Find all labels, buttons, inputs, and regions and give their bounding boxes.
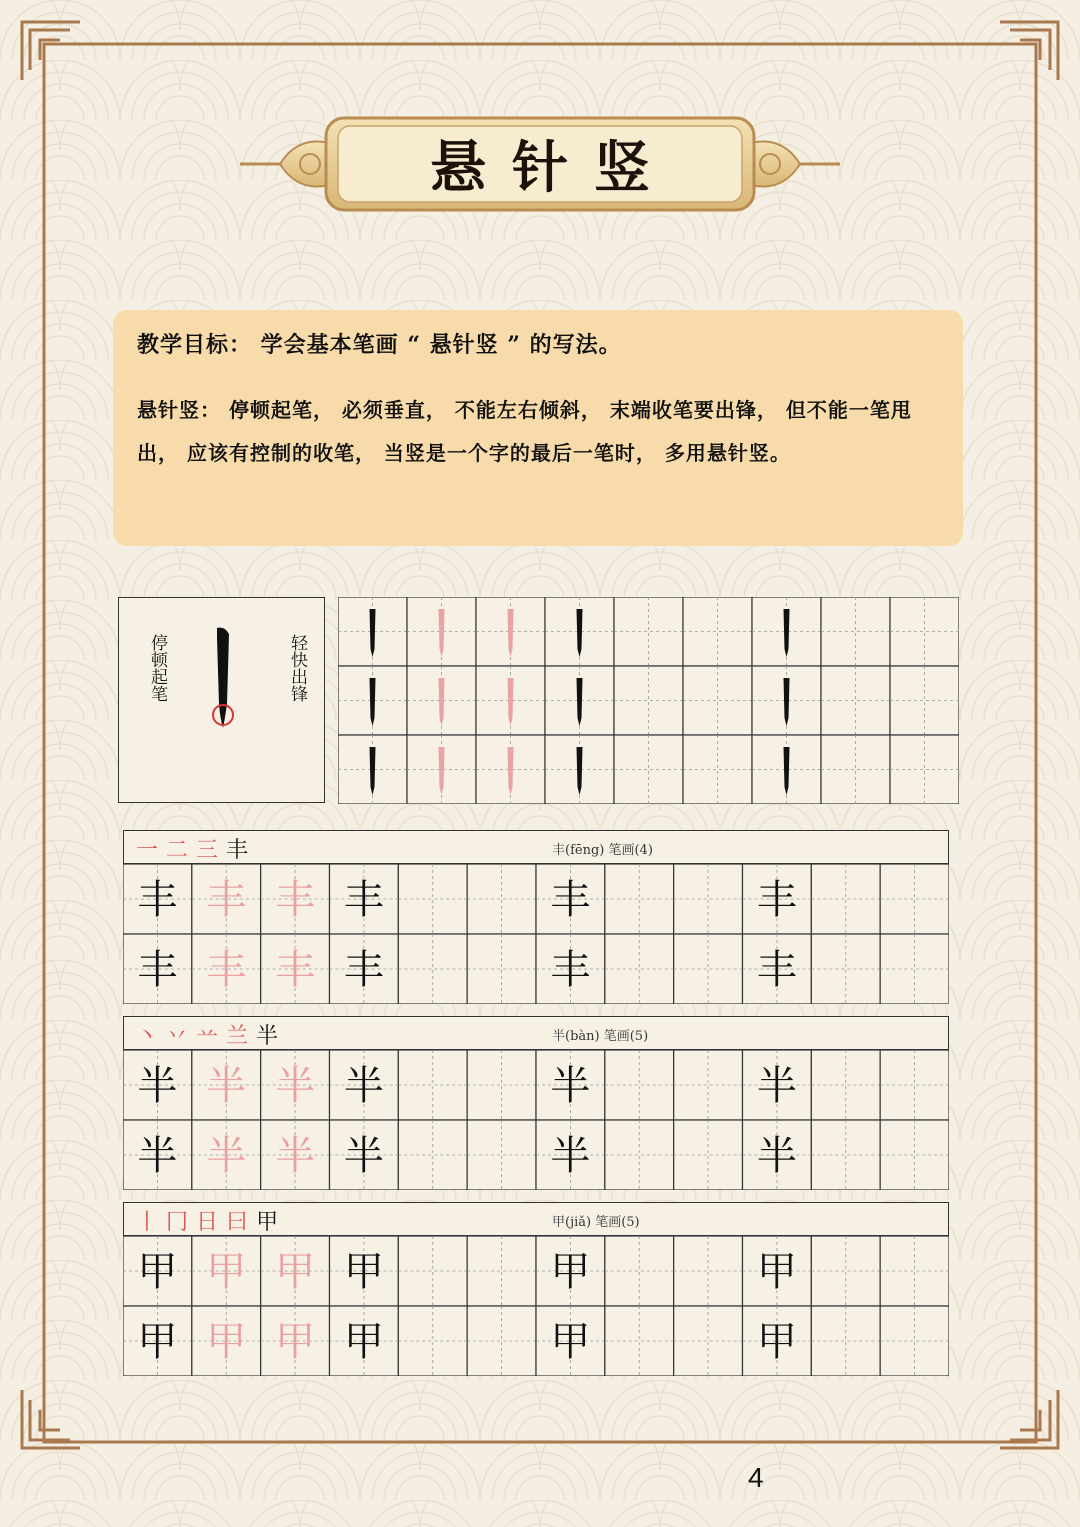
model-character: 甲 xyxy=(137,1319,178,1365)
char-info: 半(bàn) 笔画(5) xyxy=(552,1028,649,1044)
stroke-step: 日 xyxy=(196,1209,219,1235)
model-character: 甲 xyxy=(550,1249,591,1295)
stroke-practice-grid xyxy=(338,597,959,804)
model-character: 半 xyxy=(550,1063,591,1109)
char-block-ban xyxy=(123,1016,949,1190)
char-practice-grid xyxy=(123,864,949,1004)
model-character: 甲 xyxy=(343,1249,384,1295)
grid-cell xyxy=(467,1236,536,1306)
grid-cell xyxy=(811,1236,880,1306)
trace-character: 半 xyxy=(275,1133,316,1179)
model-character: 半 xyxy=(343,1063,384,1109)
objective-box xyxy=(113,310,963,546)
char-header xyxy=(123,1016,949,1050)
stroke-step: 甲 xyxy=(256,1209,279,1235)
model-character: 半 xyxy=(756,1133,797,1179)
trace-character: 丰 xyxy=(275,877,316,923)
grid-cell xyxy=(398,1306,467,1376)
grid-cell xyxy=(614,597,683,666)
char-practice-grid xyxy=(123,1050,949,1190)
trace-character: 半 xyxy=(206,1133,247,1179)
char-header xyxy=(123,830,949,864)
stroke-step: 冂 xyxy=(166,1209,189,1235)
char-info: 丰(fēng) 笔画(4) xyxy=(552,842,653,858)
stroke-description: 悬针竖： 停顿起笔， 必须垂直， 不能左右倾斜， 末端收笔要出锋， 但不能一笔甩出， 应该有控制的收笔， 当竖是一个字的最后一笔时， 多用悬针竖。 xyxy=(137,398,912,465)
grid-cell xyxy=(398,864,467,934)
model-character: 甲 xyxy=(550,1319,591,1365)
model-character: 丰 xyxy=(550,947,591,993)
model-character: 半 xyxy=(550,1133,591,1179)
grid-cell xyxy=(890,735,959,804)
grid-cell xyxy=(467,934,536,1004)
model-character: 半 xyxy=(756,1063,797,1109)
grid-cell xyxy=(890,666,959,735)
grid-cell xyxy=(811,1050,880,1120)
model-character: 丰 xyxy=(137,947,178,993)
trace-character: 甲 xyxy=(206,1319,247,1365)
grid-cell xyxy=(880,864,949,934)
grid-cell xyxy=(674,1236,743,1306)
trace-character: 半 xyxy=(275,1063,316,1109)
grid-cell xyxy=(880,1120,949,1190)
grid-cell xyxy=(398,1120,467,1190)
grid-cell xyxy=(605,1236,674,1306)
model-character: 半 xyxy=(137,1133,178,1179)
grid-cell xyxy=(605,864,674,934)
grid-cell xyxy=(467,1050,536,1120)
trace-character: 甲 xyxy=(275,1249,316,1295)
grid-cell xyxy=(821,735,890,804)
teaching-goal: 教学目标： 学会基本笔画 “ 悬针竖 ” 的写法。 xyxy=(137,332,622,358)
model-character: 丰 xyxy=(343,877,384,923)
grid-cell xyxy=(614,666,683,735)
stroke-step: 半 xyxy=(256,1023,279,1049)
page-title: 悬针竖 xyxy=(430,135,676,201)
model-character: 甲 xyxy=(756,1319,797,1365)
stroke-step: 曰 xyxy=(226,1209,249,1235)
grid-cell xyxy=(811,864,880,934)
trace-character: 丰 xyxy=(206,947,247,993)
grid-cell xyxy=(880,1306,949,1376)
grid-cell xyxy=(674,1050,743,1120)
stroke-sequence xyxy=(136,1203,278,1237)
grid-cell xyxy=(398,1050,467,1120)
grid-cell xyxy=(811,1306,880,1376)
model-character: 丰 xyxy=(137,877,178,923)
char-block-jia xyxy=(123,1202,949,1376)
grid-cell xyxy=(614,735,683,804)
model-character: 半 xyxy=(137,1063,178,1109)
grid-cell xyxy=(683,666,752,735)
grid-cell xyxy=(605,934,674,1004)
model-character: 丰 xyxy=(756,877,797,923)
stroke-step: 丷 xyxy=(166,1023,189,1049)
stroke-step: 兰 xyxy=(226,1023,249,1049)
model-character: 丰 xyxy=(343,947,384,993)
stroke-step: 丰 xyxy=(226,837,249,863)
grid-cell xyxy=(890,597,959,666)
grid-cell xyxy=(821,597,890,666)
demo-right-label: 轻快出锋 xyxy=(287,634,307,702)
model-character: 丰 xyxy=(756,947,797,993)
grid-cell xyxy=(467,1120,536,1190)
grid-cell xyxy=(674,1306,743,1376)
model-character: 半 xyxy=(343,1133,384,1179)
grid-cell xyxy=(674,1120,743,1190)
model-character: 甲 xyxy=(756,1249,797,1295)
grid-cell xyxy=(880,934,949,1004)
stroke-demo-box xyxy=(118,597,325,803)
grid-cell xyxy=(674,934,743,1004)
page-number: 4 xyxy=(748,1462,764,1493)
grid-cell xyxy=(467,1306,536,1376)
trace-character: 半 xyxy=(206,1063,247,1109)
grid-cell xyxy=(605,1306,674,1376)
trace-character: 丰 xyxy=(206,877,247,923)
stroke-step: 丶 xyxy=(136,1023,159,1049)
grid-cell xyxy=(683,597,752,666)
grid-cell xyxy=(605,1120,674,1190)
trace-character: 甲 xyxy=(275,1319,316,1365)
model-character: 甲 xyxy=(343,1319,384,1365)
grid-cell xyxy=(880,1236,949,1306)
demo-left-label: 停顿起笔 xyxy=(147,634,167,702)
grid-cell xyxy=(605,1050,674,1120)
model-character: 甲 xyxy=(137,1249,178,1295)
grid-cell xyxy=(821,666,890,735)
vertical-stroke-demo xyxy=(203,624,247,732)
trace-character: 丰 xyxy=(275,947,316,993)
grid-cell xyxy=(683,735,752,804)
char-info: 甲(jiǎ) 笔画(5) xyxy=(552,1214,640,1230)
grid-cell xyxy=(811,934,880,1004)
stroke-step: 丨 xyxy=(136,1209,159,1235)
grid-cell xyxy=(811,1120,880,1190)
char-header xyxy=(123,1202,949,1236)
grid-cell xyxy=(880,1050,949,1120)
stroke-step: 一 xyxy=(136,837,159,863)
char-practice-grid xyxy=(123,1236,949,1376)
char-block-feng xyxy=(123,830,949,1004)
grid-cell xyxy=(398,934,467,1004)
stroke-sequence xyxy=(136,1017,278,1051)
grid-cell xyxy=(674,864,743,934)
stroke-step: 䒑 xyxy=(196,1023,219,1049)
stroke-sequence xyxy=(136,831,248,865)
grid-cell xyxy=(467,864,536,934)
stroke-step: 二 xyxy=(166,837,189,863)
model-character: 丰 xyxy=(550,877,591,923)
grid-cell xyxy=(398,1236,467,1306)
trace-character: 甲 xyxy=(206,1249,247,1295)
stroke-step: 三 xyxy=(196,837,219,863)
